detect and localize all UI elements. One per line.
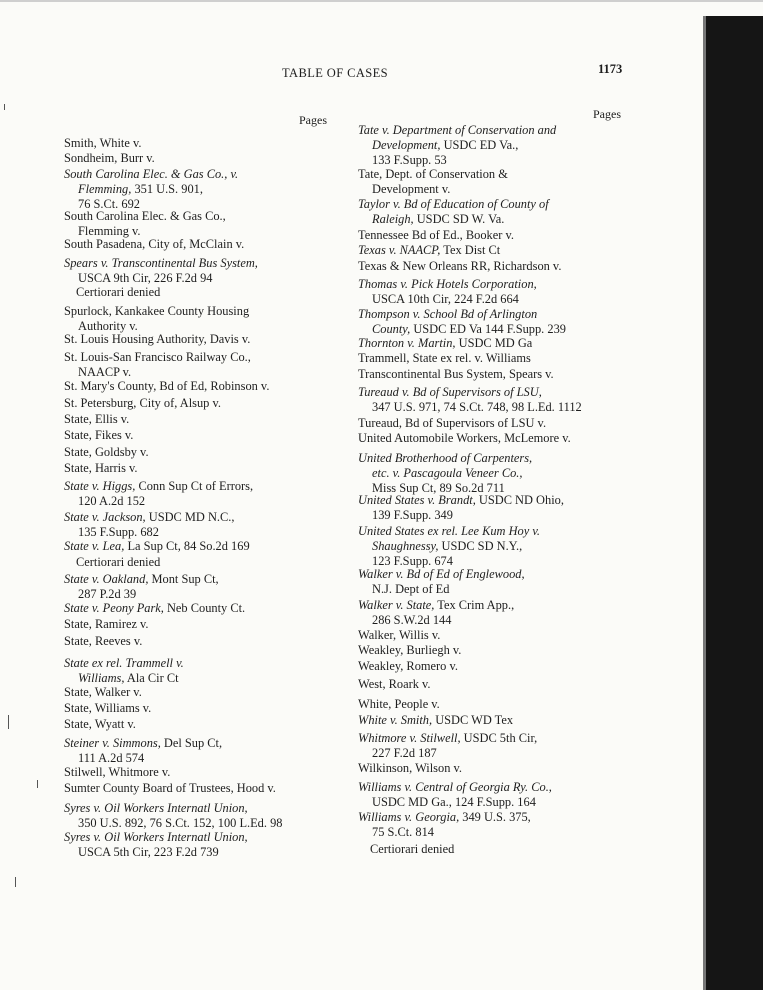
case-name-italic: Raleigh,	[372, 212, 414, 226]
case-name-italic: State ex rel. Trammell v.	[64, 656, 184, 670]
case-text: St. Louis-San Francisco Railway Co.,	[64, 350, 251, 364]
case-entry	[64, 379, 269, 394]
case-text: USDC ND Ohio,	[475, 493, 564, 507]
case-text: Certiorari denied	[370, 842, 455, 856]
case-name-italic: White v. Smith,	[358, 713, 433, 727]
case-text: 76 S.Ct. 692	[78, 197, 140, 211]
case-line	[358, 493, 564, 508]
case-entry	[358, 167, 508, 197]
case-line	[358, 259, 561, 274]
case-entry	[358, 385, 582, 415]
case-entry	[358, 307, 566, 337]
case-entry	[358, 659, 458, 674]
case-name-italic: Syres v. Oil Workers Internatl Union,	[64, 801, 248, 815]
case-text: 287 P.2d 39	[78, 587, 137, 601]
case-line	[64, 751, 222, 766]
case-entry	[64, 304, 249, 334]
case-text: USDC MD N.C.,	[145, 510, 235, 524]
case-text: USCA 9th Cir, 226 F.2d 94	[78, 271, 213, 285]
case-text: 133 F.Supp. 53	[372, 153, 447, 167]
case-line	[64, 136, 141, 151]
margin-mark	[37, 780, 38, 788]
case-line	[64, 379, 269, 394]
case-entry	[358, 628, 440, 643]
case-line	[358, 466, 532, 481]
case-line	[358, 567, 525, 582]
case-line	[64, 151, 155, 166]
case-entry	[358, 761, 462, 776]
case-line	[64, 601, 245, 616]
case-text: South Carolina Elec. & Gas Co.,	[64, 209, 226, 223]
case-name-italic: State v. Higgs,	[64, 479, 136, 493]
case-text: Wilkinson, Wilson v.	[358, 761, 462, 775]
case-text: 349 U.S. 375,	[459, 810, 531, 824]
case-text: USCA 10th Cir, 224 F.2d 664	[372, 292, 519, 306]
case-name-italic: Thompson v. School Bd of Arlington	[358, 307, 538, 321]
case-line	[358, 598, 514, 613]
case-text: Conn Sup Ct of Errors,	[135, 479, 254, 493]
case-entry	[358, 351, 531, 366]
case-line	[64, 461, 138, 476]
case-entry	[64, 428, 133, 443]
case-line	[358, 277, 537, 292]
case-entry	[64, 617, 149, 632]
case-text: N.J. Dept of Ed	[372, 582, 450, 596]
case-text: Del Sup Ct,	[160, 736, 223, 750]
case-entry	[358, 598, 514, 628]
case-text: 139 F.Supp. 349	[372, 508, 453, 522]
case-text: Texas & New Orleans RR, Richardson v.	[358, 259, 562, 273]
case-text: Mont Sup Ct,	[148, 572, 219, 586]
case-entry	[64, 332, 250, 347]
case-entry	[358, 842, 454, 857]
case-entry	[64, 701, 151, 716]
case-line	[64, 494, 253, 509]
case-entry	[64, 765, 170, 780]
case-name-italic: County,	[372, 322, 411, 336]
case-name-italic: United Brotherhood of Carpenters,	[358, 451, 533, 465]
case-entry	[358, 367, 554, 382]
case-line	[358, 697, 440, 712]
case-name-italic: Shaughnessy,	[372, 539, 439, 553]
case-entry	[64, 601, 245, 616]
case-line	[64, 304, 249, 319]
case-line	[358, 292, 537, 307]
case-line	[358, 228, 514, 243]
case-text: Tureaud, Bd of Supervisors of LSU v.	[358, 416, 547, 430]
case-entry	[64, 572, 219, 602]
case-name-italic: Tureaud v. Bd of Supervisors of LSU,	[358, 385, 542, 399]
case-line	[358, 416, 546, 431]
case-line	[358, 677, 431, 692]
case-text: Tate, Dept. of Conservation &	[358, 167, 508, 181]
case-entry	[64, 510, 234, 540]
case-line	[64, 285, 160, 300]
case-text: Miss Sup Ct, 89 So.2d 711	[372, 481, 505, 495]
case-line	[64, 445, 149, 460]
case-entry	[64, 151, 155, 166]
case-entry	[358, 524, 540, 569]
case-text: Stilwell, Whitmore v.	[64, 765, 171, 779]
case-line	[358, 508, 564, 523]
case-entry	[64, 461, 138, 476]
case-line	[64, 656, 184, 671]
case-entry	[64, 830, 248, 860]
case-name-italic: Whitmore v. Stilwell,	[358, 731, 461, 745]
case-entry	[358, 810, 531, 840]
top-edge	[0, 0, 763, 2]
case-text: USCA 5th Cir, 223 F.2d 739	[78, 845, 219, 859]
case-text: 286 S.W.2d 144	[372, 613, 452, 627]
case-line	[358, 212, 549, 227]
case-entry	[358, 713, 513, 728]
case-text: St. Louis Housing Authority, Davis v.	[64, 332, 251, 346]
case-name-italic: United States v. Brandt,	[358, 493, 476, 507]
case-entry	[64, 555, 160, 570]
case-text: Tex Dist Ct	[440, 243, 501, 257]
case-name-italic: United States ex rel. Lee Kum Hoy v.	[358, 524, 541, 538]
case-text: State, Reeves v.	[64, 634, 143, 648]
case-line	[64, 671, 184, 686]
case-line	[358, 713, 513, 728]
case-line	[358, 731, 537, 746]
case-entry	[358, 697, 440, 712]
case-line	[358, 322, 566, 337]
case-line	[64, 685, 142, 700]
case-text: USDC 5th Cir,	[460, 731, 538, 745]
case-line	[64, 256, 258, 271]
case-entry	[358, 677, 431, 692]
scan-edge-line	[703, 16, 706, 990]
case-entry	[358, 451, 532, 496]
case-entry	[358, 643, 461, 658]
case-text: Authority v.	[78, 319, 138, 333]
case-line	[358, 243, 500, 258]
case-line	[358, 153, 556, 168]
case-line	[64, 634, 142, 649]
case-line	[64, 701, 151, 716]
case-text: Walker, Willis v.	[358, 628, 441, 642]
case-line	[358, 539, 540, 554]
case-text: 123 F.Supp. 674	[372, 554, 453, 568]
case-name-italic: etc. v. Pascagoula Veneer Co.,	[372, 466, 523, 480]
case-text: La Sup Ct, 84 So.2d 169	[124, 539, 250, 553]
case-entry	[64, 736, 222, 766]
case-name-italic: State v. Oakland,	[64, 572, 149, 586]
case-text: State, Williams v.	[64, 701, 152, 715]
case-entry	[64, 781, 276, 796]
case-line	[64, 271, 258, 286]
case-text: USDC MD Ga., 124 F.Supp. 164	[372, 795, 536, 809]
case-entry	[64, 396, 221, 411]
case-text: 120 A.2d 152	[78, 494, 146, 508]
case-line	[64, 830, 248, 845]
case-entry	[64, 136, 141, 151]
case-line	[64, 237, 244, 252]
pages-column-header-left: Pages	[299, 113, 327, 127]
case-name-italic: Williams,	[78, 671, 125, 685]
case-text: Ala Cir Ct	[124, 671, 179, 685]
case-entry	[64, 479, 253, 509]
case-line	[64, 479, 253, 494]
scan-edge-shadow	[706, 16, 763, 990]
case-text: Smith, White v.	[64, 136, 142, 150]
case-name-italic: Williams v. Central of Georgia Ry. Co.,	[358, 780, 552, 794]
case-line	[358, 761, 462, 776]
case-name-italic: Syres v. Oil Workers Internatl Union,	[64, 830, 248, 844]
case-line	[64, 587, 219, 602]
case-line	[64, 539, 250, 554]
case-line	[64, 525, 234, 540]
case-text: USDC SD W. Va.	[413, 212, 505, 226]
case-text: 350 U.S. 892, 76 S.Ct. 152, 100 L.Ed. 98	[78, 816, 283, 830]
case-text: Sondheim, Burr v.	[64, 151, 155, 165]
case-text: Certiorari denied	[76, 285, 161, 299]
case-name-italic: Walker v. Bd of Ed of Englewood,	[358, 567, 525, 581]
case-text: Sumter County Board of Trustees, Hood v.	[64, 781, 276, 795]
case-line	[358, 613, 514, 628]
case-name-italic: Taylor v. Bd of Education of County of	[358, 197, 549, 211]
case-line	[64, 736, 222, 751]
case-line	[64, 781, 276, 796]
case-text: Spurlock, Kankakee County Housing	[64, 304, 250, 318]
case-line	[358, 167, 508, 182]
case-entry	[358, 228, 514, 243]
case-text: 75 S.Ct. 814	[372, 825, 434, 839]
case-entry	[64, 285, 160, 300]
case-line	[358, 746, 537, 761]
case-text: State, Ramirez v.	[64, 617, 149, 631]
case-text: USDC MD Ga	[455, 336, 533, 350]
case-text: Neb County Ct.	[163, 601, 246, 615]
case-entry	[358, 567, 525, 597]
case-name-italic: State v. Peony Park,	[64, 601, 164, 615]
case-entry	[358, 197, 549, 227]
page-number: 1173	[598, 62, 623, 76]
case-text: West, Roark v.	[358, 677, 431, 691]
case-line	[358, 351, 531, 366]
case-entry	[64, 350, 251, 380]
case-text: Transcontinental Bus System, Spears v.	[358, 367, 554, 381]
case-text: Tex Crim App.,	[434, 598, 515, 612]
case-line	[358, 628, 440, 643]
case-line	[64, 209, 226, 224]
running-head: TABLE OF CASES	[282, 66, 389, 80]
case-line	[64, 717, 136, 732]
case-line	[64, 167, 238, 182]
case-line	[358, 451, 532, 466]
case-text: NAACP v.	[78, 365, 132, 379]
case-entry	[64, 167, 238, 212]
case-text: State, Ellis v.	[64, 412, 130, 426]
case-line	[64, 510, 234, 525]
margin-mark	[4, 104, 5, 110]
case-line	[358, 643, 461, 658]
case-entry	[358, 259, 561, 274]
case-text: Development v.	[372, 182, 451, 196]
case-text: St. Mary's County, Bd of Ed, Robinson v.	[64, 379, 270, 393]
case-line	[64, 332, 250, 347]
case-name-italic: Texas v. NAACP,	[358, 243, 441, 257]
case-line	[358, 795, 552, 810]
case-text: State, Walker v.	[64, 685, 142, 699]
case-line	[64, 350, 251, 365]
case-name-italic: Thornton v. Martin,	[358, 336, 456, 350]
case-entry	[64, 539, 250, 554]
case-text: State, Harris v.	[64, 461, 138, 475]
case-line	[64, 845, 248, 860]
case-text: St. Petersburg, City of, Alsup v.	[64, 396, 221, 410]
case-text: Weakley, Burliegh v.	[358, 643, 462, 657]
case-name-italic: State v. Jackson,	[64, 510, 146, 524]
case-name-italic: Thomas v. Pick Hotels Corporation,	[358, 277, 537, 291]
case-line	[64, 572, 219, 587]
case-line	[64, 765, 170, 780]
case-line	[358, 138, 556, 153]
case-line	[64, 412, 129, 427]
case-name-italic: Spears v. Transcontinental Bus System,	[64, 256, 258, 270]
case-line	[358, 810, 531, 825]
case-entry	[64, 801, 282, 831]
case-text: Trammell, State ex rel. v. Williams	[358, 351, 531, 365]
case-text: State, Fikes v.	[64, 428, 134, 442]
case-text: State, Goldsby v.	[64, 445, 149, 459]
case-text: USDC WD Tex	[432, 713, 514, 727]
case-line	[64, 801, 282, 816]
case-line	[358, 842, 454, 857]
case-line	[64, 182, 238, 197]
case-entry	[358, 123, 556, 168]
case-text: 351 U.S. 901,	[131, 182, 203, 196]
case-line	[64, 816, 282, 831]
case-line	[358, 825, 531, 840]
case-line	[64, 428, 133, 443]
case-name-italic: Steiner v. Simmons,	[64, 736, 161, 750]
case-entry	[64, 209, 226, 239]
case-line	[358, 307, 566, 322]
case-name-italic: Development,	[372, 138, 441, 152]
case-line	[358, 524, 540, 539]
case-line	[358, 197, 549, 212]
case-line	[64, 617, 149, 632]
case-entry	[358, 780, 552, 810]
case-line	[358, 367, 554, 382]
case-line	[358, 336, 532, 351]
case-entry	[358, 243, 500, 258]
case-text: Flemming v.	[78, 224, 141, 238]
case-text: Weakley, Romero v.	[358, 659, 458, 673]
case-text: Certiorari denied	[76, 555, 161, 569]
case-entry	[64, 634, 142, 649]
case-text: 347 U.S. 971, 74 S.Ct. 748, 98 L.Ed. 1112	[372, 400, 582, 414]
case-line	[358, 385, 582, 400]
margin-mark	[15, 877, 16, 887]
case-line	[358, 123, 556, 138]
case-name-italic: Williams v. Georgia,	[358, 810, 460, 824]
pages-column-header-right: Pages	[593, 107, 621, 121]
case-line	[358, 582, 525, 597]
case-text: South Pasadena, City of, McClain v.	[64, 237, 245, 251]
case-entry	[64, 685, 142, 700]
case-name-italic: Tate v. Department of Conservation and	[358, 123, 557, 137]
case-entry	[358, 336, 532, 351]
case-entry	[64, 256, 258, 286]
case-text: White, People v.	[358, 697, 440, 711]
case-line	[358, 780, 552, 795]
case-name-italic: Walker v. State,	[358, 598, 435, 612]
case-line	[64, 555, 160, 570]
margin-mark	[8, 715, 9, 729]
case-text: Tennessee Bd of Ed., Booker v.	[358, 228, 514, 242]
case-line	[358, 659, 458, 674]
case-entry	[358, 416, 546, 431]
case-entry	[358, 277, 537, 307]
case-text: State, Wyatt v.	[64, 717, 136, 731]
case-entry	[358, 493, 564, 523]
case-text: USDC ED Va.,	[440, 138, 519, 152]
case-text: United Automobile Workers, McLemore v.	[358, 431, 571, 445]
case-entry	[64, 717, 136, 732]
case-entry	[64, 412, 129, 427]
case-name-italic: Flemming,	[78, 182, 132, 196]
case-entry	[64, 656, 184, 686]
case-entry	[358, 731, 537, 761]
case-text: 227 F.2d 187	[372, 746, 437, 760]
case-line	[64, 365, 251, 380]
case-text: 111 A.2d 574	[78, 751, 145, 765]
case-name-italic: South Carolina Elec. & Gas Co., v.	[64, 167, 239, 181]
case-line	[358, 182, 508, 197]
case-text: USDC SD N.Y.,	[438, 539, 523, 553]
case-name-italic: State v. Lea,	[64, 539, 125, 553]
case-text: 135 F.Supp. 682	[78, 525, 159, 539]
case-line	[64, 396, 221, 411]
case-entry	[358, 431, 571, 446]
case-entry	[64, 237, 244, 252]
case-entry	[64, 445, 149, 460]
case-text: USDC ED Va 144 F.Supp. 239	[410, 322, 566, 336]
case-line	[358, 400, 582, 415]
case-line	[358, 431, 571, 446]
